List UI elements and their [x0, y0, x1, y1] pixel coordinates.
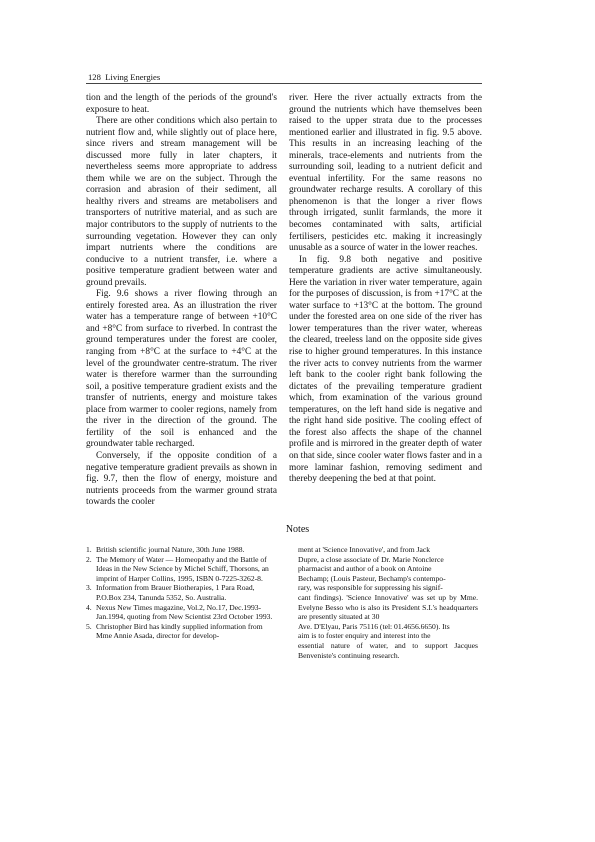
page-number: 128	[88, 72, 101, 82]
notes-heading: Notes	[285, 524, 310, 535]
note-number: 2.	[86, 554, 92, 564]
note-number: 3.	[86, 583, 92, 593]
note-text: British scientific journal Nature, 30th June 1988.	[96, 545, 245, 554]
paragraph: river. Here the river actually extracts from the ground the nutrients which have themselves been raised to the upper strata due to the processes mentioned earlier and illustrated in fig. 9.5 above. This results in an increasing leaching of the minerals, trace-elements and nutrients from the surrounding soil, leading to a nutrient deficit and eventual infertility. For the same reasons no groundwater recharge results. A corollary of this phenomenon is that the longer a river flows through irrigated, sunlit farmlands, the more it becomes contaminated with salts, artificial fertilisers, pesticides etc. making it increasingly unusable as a source of water in the lower reaches.	[289, 93, 482, 254]
note-text: The Memory of Water — Homeopathy and the Battle of Ideas in the New Science by Michel Schiff, Thorsons, an imprint of Harper Collins, 1995, ISBN 0-7225-3262-8.	[96, 554, 269, 583]
note-text: Information from Brauer Biotherapies, 1 Para Road, P.O.Box 234, Tanunda 5352, So. Australia.	[96, 583, 255, 602]
paragraph: In fig. 9.8 both negative and positive temperature gradients are active simultaneously. Here the variation in river water temperature, again for the purposes of discussion, is from +17°C at the water surface to +13°C at the bottom. The ground under the forested area on one side of the river has lower temperatures than the river water, whereas the cleared, treeless land on the opposite side gives rise to higher ground temperatures. In this instance the river acts to convey nutrients from the warmer left bank to the cooler right bank following the dictates of the prevailing temperature gradient which, from examination of the various ground temperatures, on the left hand side is negative and the right hand side positive. The cooling effect of the forest also affects the shape of the channel profile and is mirrored in the greater depth of water on that side, since cooler water flows faster and in a more laminar fashion, removing sediment and thereby deepening the bed at that point.	[289, 254, 482, 485]
note-line: pharmacist and author of a book on Antoine	[298, 564, 432, 574]
note-line: Dupre, a close associate of Dr. Marie Nonclerce	[298, 554, 444, 564]
note-line: essential nature of water, and to support Jacques Benveniste's continuing research.	[298, 640, 478, 660]
note-number: 4.	[86, 602, 92, 612]
note-item	[86, 583, 280, 602]
note-number: 1.	[86, 545, 92, 554]
paragraph: tion and the length of the periods of the ground's exposure to heat.	[86, 93, 277, 115]
header-rule	[86, 83, 482, 84]
right-column	[289, 93, 482, 486]
running-header	[88, 72, 481, 83]
note-item	[86, 622, 280, 641]
note-line: rary, was responsible for suppressing his signif-	[298, 583, 443, 593]
paragraph: Conversely, if the opposite condition of a negative temperature gradient prevails as shown in fig. 9.7, then the flow of energy, moisture and nutrients proceeds from the warmer ground strata towards the cooler	[86, 450, 277, 508]
paragraph: Fig. 9.6 shows a river flowing through an entirely forested area. As an illustration the river water has a temperature range of between +10°C and +8°C from surface to riverbed. In contrast the ground temperatures under the forest are cooler, ranging from +8°C at the surface to +4°C at the level of the groundwater centre-stratum. The river water is therefore warmer than the surrounding soil, a positive temperature gradient exists and the transfer of nutrients, energy and moisture takes place from warmer to cooler regions, namely from the river in the direction of the ground. The fertility of the soil is enhanced and the groundwater table recharged.	[86, 289, 277, 450]
note-number: 5.	[86, 621, 92, 631]
note-line: ment at 'Science Innovative', and from Jack	[298, 545, 430, 554]
note-text: Nexus New Times magazine, Vol.2, No.17, Dec.1993-Jan.1994, quoting from New Scientist 23rd October 1993.	[96, 602, 273, 622]
left-column	[86, 93, 277, 509]
note-line: cant findings). 'Science Innovative' was set up by Mme. Evelyne Besso who is also its President S.I.'s headquarters are presently situated at 30	[298, 592, 478, 622]
note-item	[86, 603, 280, 622]
note-text: Christopher Bird has kindly supplied information from Mme Annie Asada, director for develop-	[96, 621, 263, 641]
note-item	[86, 545, 280, 555]
note-line: Ave. D'Elyau, Paris 75116 (tel: 01.4656.6650). Its	[298, 621, 450, 631]
running-title: Living Energies	[105, 72, 161, 82]
note-continuation	[298, 545, 478, 660]
note-line: Bechamp; (Louis Pasteur, Bechamp's contempo-	[298, 573, 446, 583]
note-line: aim is to foster enquiry and interest into the	[298, 631, 431, 641]
note-item	[86, 555, 280, 584]
notes-list	[86, 545, 280, 641]
paragraph: There are other conditions which also pertain to nutrient flow and, while slightly out of place here, since rivers and stream management will be discussed more fully in later chapters, it nevertheless seems more appropriate to address them while we are on the subject. Through the corrasion and abrasion of their sediment, all healthy rivers and streams are metabolisers and transporters of nutritive material, and as such are major contributors to the supply of nutrients to the surrounding vegetation. However they can only impart nutrients where the conditions are conducive to a nutrient transfer, i.e. where a positive temperature gradient between water and ground prevails.	[86, 116, 277, 288]
